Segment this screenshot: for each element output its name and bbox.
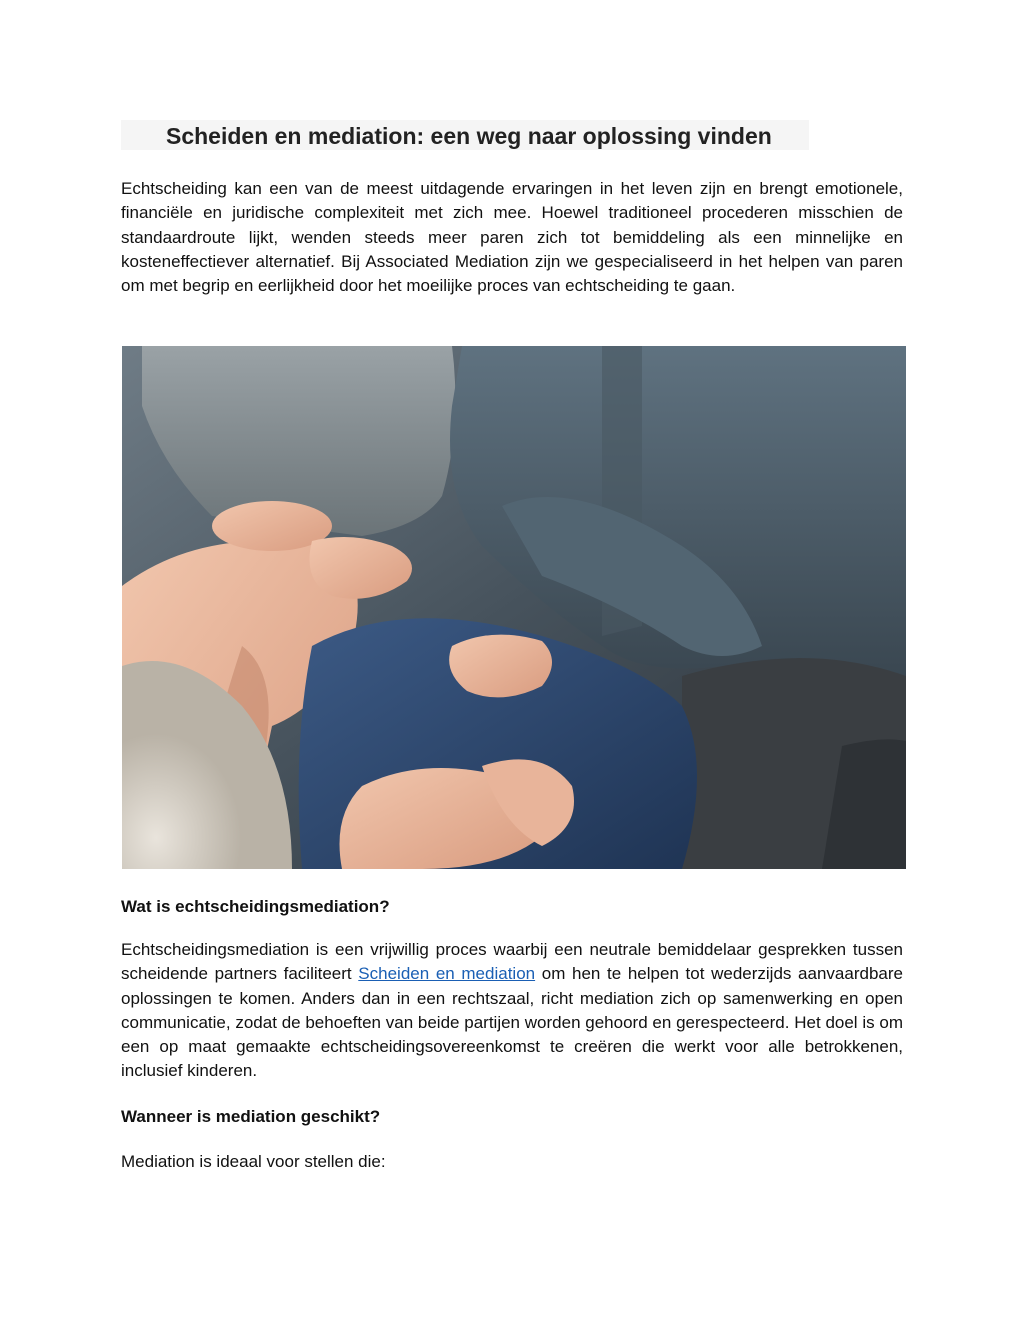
section-heading-when-suitable: Wanneer is mediation geschikt?	[121, 1107, 381, 1126]
scheiden-en-mediation-link[interactable]: Scheiden en mediation	[358, 964, 536, 984]
intro-paragraph: Echtscheiding kan een van de meest uitdagende ervaringen in het leven zijn en brengt emotionele, financiële en juridische complexiteit met zich mee. Hoewel traditioneel procederen misschien de standaardroute lijkt, wenden steeds meer paren zich tot bemiddeling als een minnelijke en kosteneffectiever alternatief. Bij Associated Mediation zijn we gespecialiseerd in het helpen van paren om met begrip en eerlijkheid door het moeilijke proces van echtscheiding te gaan.	[121, 179, 903, 296]
paragraph-text-before-link: Echtscheidingsmediation is een vrijwillig proces waarbij een neutrale bemiddelaar gesprekken tussen scheidende partners faciliteert	[121, 940, 903, 984]
section-paragraph-what-is	[121, 938, 903, 1084]
section-heading-what-is: Wat is echtscheidingsmediation?	[121, 897, 390, 916]
paragraph-text-after-link: om hen te helpen tot wederzijds aanvaardbare oplossingen te komen. Anders dan in een rechtszaal, richt mediation zich op samenwerking en open communicatie, zodat de behoeften van beide partijen worden gehoord en gerespecteerd. Het doel is om een op maat gemaakte echtscheidingsovereenkomst te creëren die werkt voor alle betrokkenen, inclusief kinderen.	[121, 964, 903, 1081]
mediation-session-photo	[122, 346, 906, 869]
section-paragraph-when-suitable: Mediation is ideaal voor stellen die:	[121, 1152, 386, 1171]
page-title: Scheiden en mediation: een weg naar oplossing vinden	[166, 123, 772, 149]
